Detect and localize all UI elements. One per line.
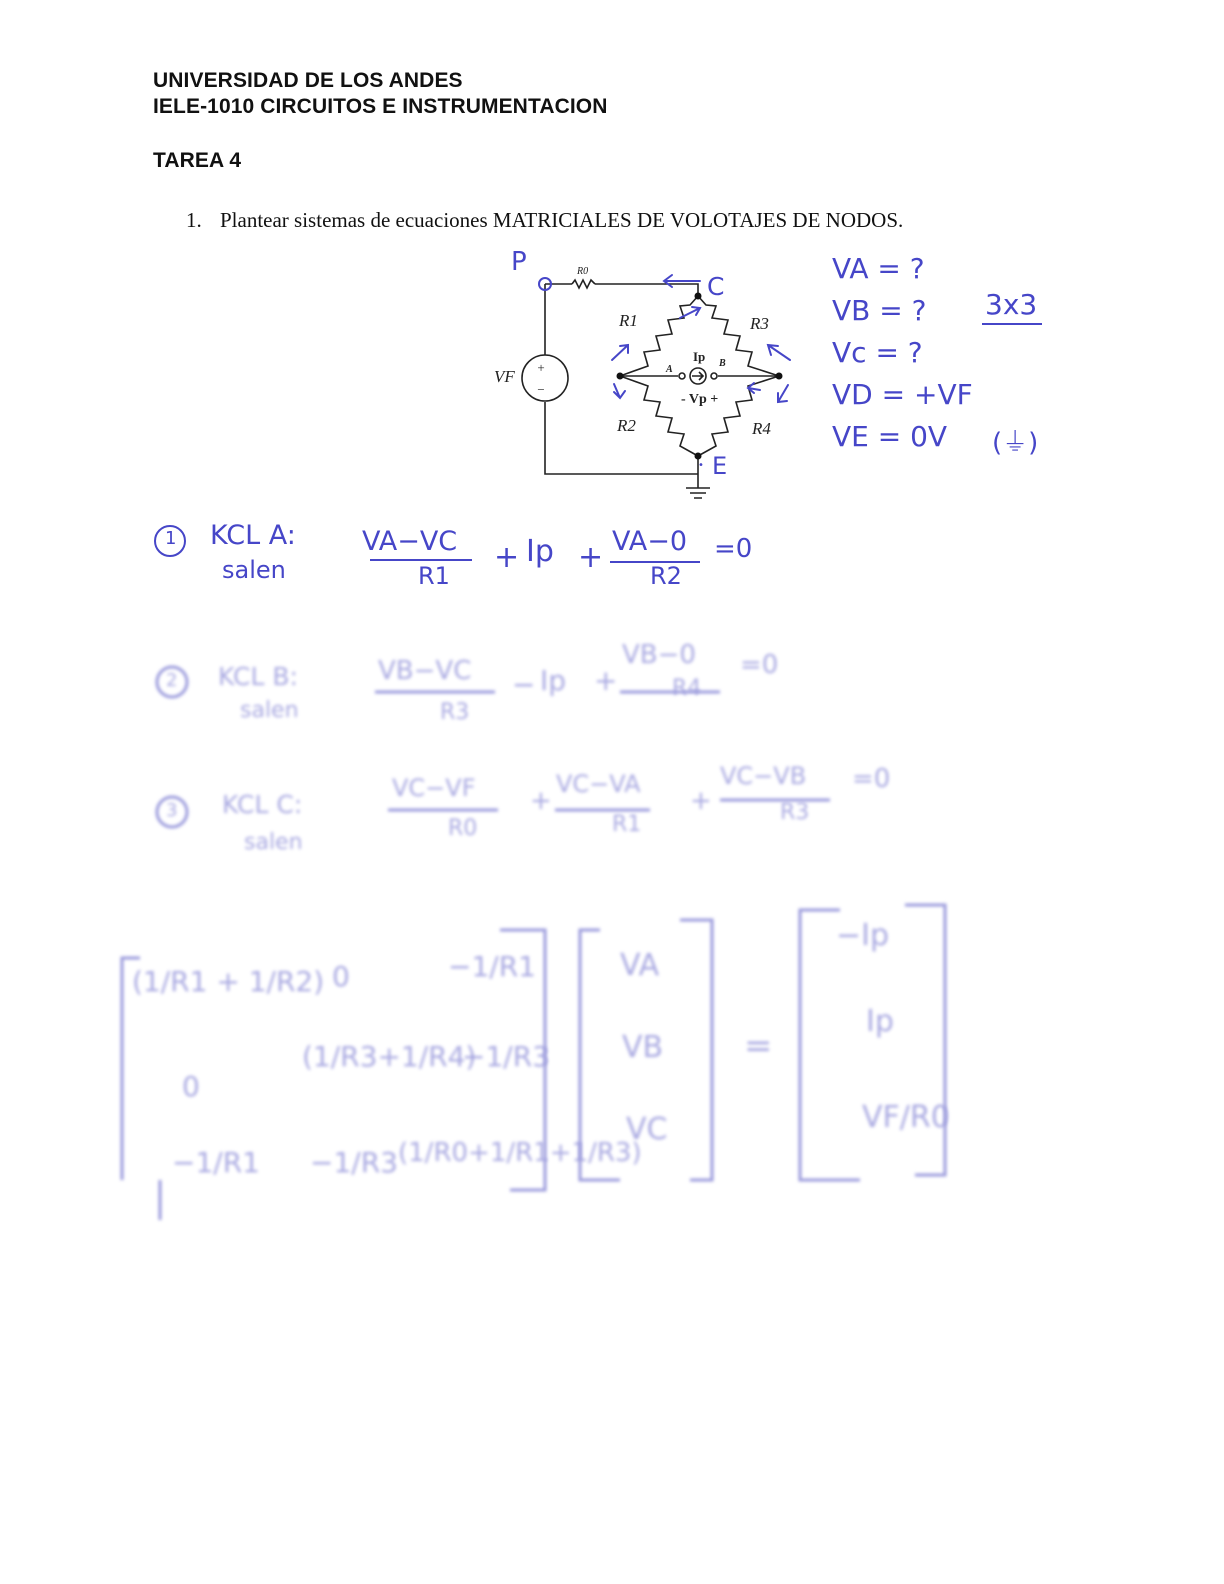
matrix-a32: −1/R3 bbox=[310, 1146, 398, 1179]
eq2-label: KCL B: bbox=[218, 662, 298, 691]
ground-note: (⏚) bbox=[992, 428, 1039, 458]
vf-label: VF bbox=[494, 367, 515, 386]
eq1-plus2: + bbox=[578, 540, 604, 575]
node-e-dot: • bbox=[698, 460, 704, 471]
course-heading: IELE-1010 CIRCUITOS E INSTRUMENTACION bbox=[153, 95, 608, 118]
eq2-term3-num: VB−0 bbox=[622, 640, 696, 670]
vp-label: - Vp + bbox=[681, 392, 719, 407]
matrix-x2: VB bbox=[622, 1030, 664, 1065]
node-a-label: A bbox=[666, 364, 673, 375]
eq1-plus1: + bbox=[494, 540, 520, 575]
eq3-sub: salen bbox=[244, 830, 303, 855]
university-heading: UNIVERSIDAD DE LOS ANDES bbox=[153, 69, 463, 92]
matrix-x3: VC bbox=[626, 1112, 668, 1147]
unknown-va: VA = ? bbox=[832, 252, 925, 285]
ip-label: Ip bbox=[693, 349, 706, 364]
unknown-vd: VD = +VF bbox=[832, 378, 973, 411]
vs-minus: − bbox=[537, 382, 545, 397]
matrix-a33: (1/R0+1/R1+1/R3) bbox=[398, 1138, 642, 1168]
ground-symbol bbox=[686, 488, 710, 498]
matrix-b1: −Ip bbox=[836, 918, 890, 953]
matrix-a13: −1/R1 bbox=[448, 950, 536, 983]
eq1-label: KCL A: bbox=[210, 520, 296, 551]
unknown-vc: Vc = ? bbox=[832, 336, 923, 369]
r2-label: R2 bbox=[617, 416, 636, 435]
eq2-equals: =0 bbox=[740, 650, 779, 680]
eq2-term3-den: R4 bbox=[672, 676, 702, 701]
matrix-equals: = bbox=[744, 1026, 773, 1066]
eq1-term3-num: VA−0 bbox=[612, 526, 688, 557]
vs-plus: + bbox=[537, 360, 545, 375]
r4-resistor bbox=[698, 376, 779, 456]
eq3-op1: + bbox=[530, 786, 552, 816]
eq3-term3-den: R3 bbox=[780, 800, 810, 825]
matrix-a11: (1/R1 + 1/R2) bbox=[132, 965, 325, 998]
node-p-label: P bbox=[511, 247, 527, 277]
node-e-label: E bbox=[712, 452, 728, 480]
circuit-wires bbox=[545, 280, 779, 498]
eq3-op2: + bbox=[690, 786, 712, 816]
problem-text: Plantear sistemas de ecuaciones MATRICIALES DE VOLOTAJES DE NODOS. bbox=[220, 208, 904, 232]
assignment-title: TAREA 4 bbox=[153, 149, 242, 172]
eq3-term3-num: VC−VB bbox=[720, 762, 807, 790]
voltage-source-symbol bbox=[522, 355, 568, 401]
unknown-vb: VB = ? bbox=[832, 294, 927, 327]
eq2-sub: salen bbox=[240, 698, 299, 723]
matrix-a22: (1/R3+1/R4) bbox=[302, 1040, 477, 1073]
eq3-term2-num: VC−VA bbox=[556, 770, 641, 798]
eq2-number: 2 bbox=[166, 670, 178, 691]
r3-label: R3 bbox=[750, 314, 769, 333]
node-c-label: C bbox=[707, 272, 725, 301]
eq1-term3-den: R2 bbox=[650, 562, 682, 590]
matrix-a31: −1/R1 bbox=[172, 1146, 260, 1179]
matrix-b2: Ip bbox=[866, 1004, 894, 1039]
eq2-term1-num: VB−VC bbox=[378, 656, 472, 686]
eq3-equals: =0 bbox=[852, 764, 891, 794]
eq1-term1-den: R1 bbox=[418, 562, 450, 590]
eq1-equals: =0 bbox=[714, 534, 753, 564]
eq1-term2: Ip bbox=[526, 534, 554, 569]
eq2-term2: Ip bbox=[540, 664, 567, 697]
r0-label: R0 bbox=[577, 266, 589, 277]
unknowns-list bbox=[832, 248, 973, 458]
matrix-a12: 0 bbox=[332, 960, 350, 993]
r1-label: R1 bbox=[619, 311, 638, 330]
eq3-term1-den: R0 bbox=[448, 816, 478, 841]
r0-resistor bbox=[572, 280, 595, 288]
eq3-term1-num: VC−VF bbox=[392, 774, 476, 802]
matrix-x1: VA bbox=[620, 948, 660, 983]
eq1-sub: salen bbox=[222, 556, 286, 584]
r3-resistor bbox=[698, 296, 779, 376]
problem-number: 1. bbox=[186, 208, 202, 232]
r1-resistor bbox=[620, 296, 698, 376]
eq3-number: 3 bbox=[166, 800, 178, 821]
eq1-number: 1 bbox=[165, 528, 177, 549]
unknown-ve: VE = 0V bbox=[832, 420, 948, 453]
eq1-term1-num: VA−VC bbox=[362, 526, 458, 557]
eq3-term2-den: R1 bbox=[612, 812, 642, 837]
matrix-a23: −1/R3 bbox=[462, 1040, 550, 1073]
eq3-label: KCL C: bbox=[222, 790, 303, 819]
node-b-label: B bbox=[719, 358, 726, 369]
eq2-op1: − bbox=[512, 668, 536, 701]
matrix-b3: VF/R0 bbox=[862, 1100, 950, 1135]
circuit-labels bbox=[494, 266, 771, 438]
eq2-op2: + bbox=[594, 664, 618, 697]
eq2-term1-den: R3 bbox=[440, 700, 470, 725]
matrix-a21: 0 bbox=[182, 1070, 200, 1103]
system-size: 3x3 bbox=[985, 288, 1038, 321]
r4-label: R4 bbox=[752, 419, 771, 438]
